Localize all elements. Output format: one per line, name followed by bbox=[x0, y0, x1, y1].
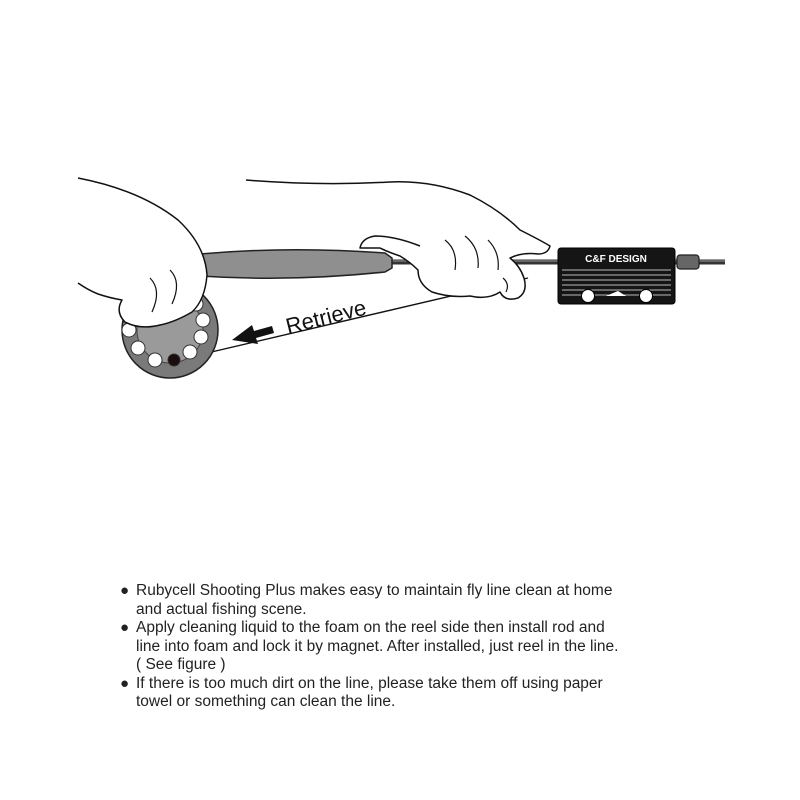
arrow-left-icon bbox=[232, 325, 274, 344]
instruction-item bbox=[120, 582, 720, 619]
line-cleaner-icon bbox=[558, 248, 675, 304]
instruction-item bbox=[120, 675, 720, 712]
instruction-line: and actual fishing scene. bbox=[136, 600, 307, 618]
instruction-line: towel or something can clean the line. bbox=[136, 693, 396, 710]
instruction-line: ● Rubycell Shooting Plus makes easy to maintain fly line clean at home bbox=[136, 582, 613, 599]
instruction-item bbox=[120, 619, 720, 675]
instruction-line: ( See figure ) bbox=[136, 656, 226, 673]
instruction-line: line into foam and lock it by magnet. After installed, just reel in the line. bbox=[136, 637, 619, 655]
instruction-list bbox=[120, 582, 720, 712]
instruction-line: ● Apply cleaning liquid to the foam on the reel side then install rod and bbox=[136, 619, 605, 636]
brand-label: C&F DESIGN bbox=[585, 254, 647, 265]
hand-icon bbox=[78, 178, 207, 327]
instruction-line: ● If there is too much dirt on the line, please take them off using paper bbox=[136, 674, 603, 692]
retrieve-label: Retrieve bbox=[283, 294, 369, 339]
hand-icon bbox=[246, 180, 550, 299]
